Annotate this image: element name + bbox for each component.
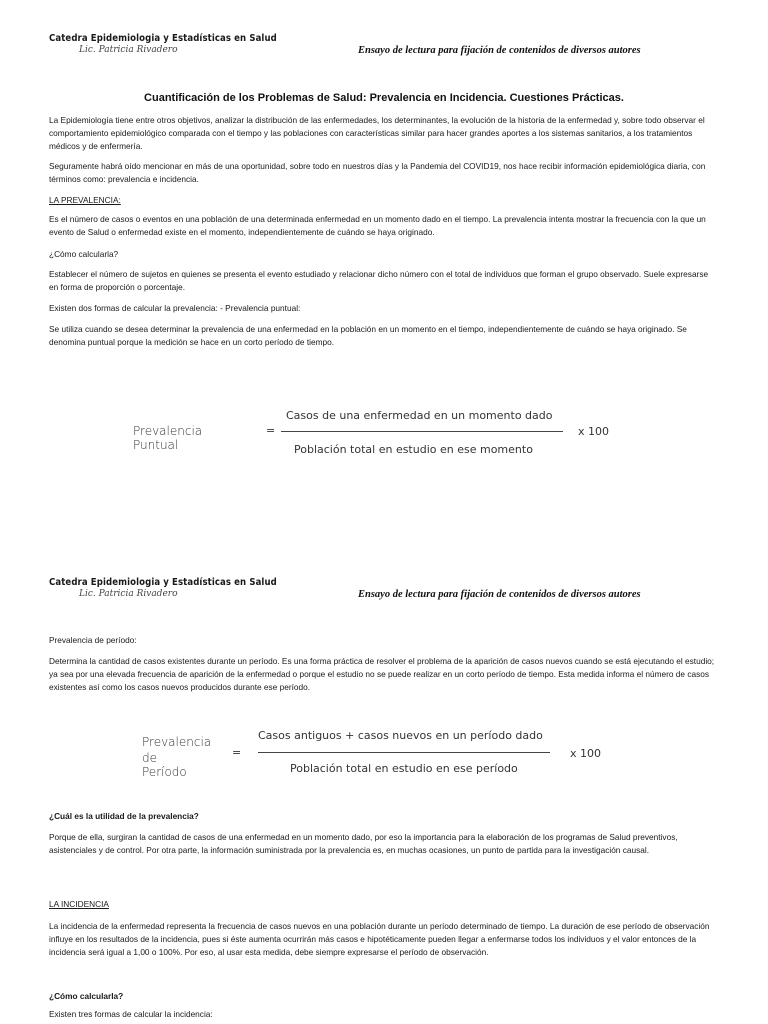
formula-multiplier: x 100 [570,747,602,760]
heading-prevalencia: LA PREVALENCIA: [49,195,121,205]
paragraph-calculo: Establecer el número de sujetos en quienes se presenta el evento estudiado y relacionar dicho número con el total de individuos que forman el grupo observado. Suele expresarse en forma de proporción o porcentaje. [49,269,709,292]
heading-incidencia: LA INCIDENCIA [49,899,109,909]
paragraph-incidencia: La incidencia de la enfermedad representa la frecuencia de casos nuevos en una población durante un período determinado de tiempo. La duración de ese período de observación influye en los resultados de la incidencia, pues si éste aumenta ocurrirán más casos e hipotéticamente pueden llegar a enfermarse todos los individuos y el valor entonces de la incidencia será igual a 1,00 o 100%. Por eso, al usar esta medida, debe siempre expresarse el período de observación. [49,921,710,957]
institution-name: Catedra Epidemiologia y Estadísticas en Salud [49,33,277,44]
question-utilidad: ¿Cuál es la utilidad de la prevalencia? [49,811,199,821]
page-header-left [49,33,277,55]
formula-label-line1: Prevalencia [142,735,212,749]
fraction-bar [258,752,550,753]
institution-name: Catedra Epidemiologia y Estadísticas en Salud [49,577,277,588]
paragraph-periodo: Determina la cantidad de casos existentes durante un período. Es una forma práctica de resolver el problema de la aparición de casos nuevos cuando se está ejecutando el estudio; ya sea por una elevada frecuencia de aparición de la enfermedad o porque el estudio no se puede realizar en un corto período de tiempo. Esta medida informa el número de casos existentes así como los casos nuevos producidos durante ese período. [49,656,715,692]
paragraph-tres-formas: Existen tres formas de calcular la incidencia: [49,1009,213,1019]
formula-denominator: Población total en estudio en ese momento [294,443,533,456]
paragraph-prevalencia-def: Es el número de casos o eventos en una población de una determinada enfermedad en un momento dado en el tiempo. La prevalencia intenta mostrar la frecuencia con la que un evento de Salud o enfermedad existe en el momento, independientemente de cuándo se haya originado. [49,214,706,237]
essay-title: Ensayo de lectura para fijación de contenidos de diversos autores [358,589,641,600]
author-name: Lic. Patricia Rivadero [79,45,178,55]
paragraph-covid: Seguramente habrá oído mencionar en más de una oportunidad, sobre todo en nuestros días y la Pandemia del COVID19, nos hace recibir información epidemiológica diaria, con términos como: prevalencia e incidencia. [49,161,706,184]
paragraph-formas: Existen dos formas de calcular la prevalencia: - Prevalencia puntual: [49,303,301,313]
document-title: Cuantificación de los Problemas de Salud: Prevalencia en Incidencia. Cuestiones Prácticas. [144,92,624,104]
fraction-bar [281,431,563,432]
formula-label-line2: de Período [142,751,187,779]
formula-equals: = [266,424,276,437]
formula-label: Prevalencia Puntual [133,424,203,452]
heading-prevalencia-periodo: Prevalencia de período: [49,635,137,645]
formula-numerator: Casos antiguos + casos nuevos en un período dado [258,729,543,742]
paragraph-puntual: Se utiliza cuando se desea determinar la prevalencia de una enfermedad en la población en un momento en el tiempo, independientemente de cuándo se haya originado. Se denomina puntual porque la medición se hace en un corto período de tiempo. [49,324,687,347]
page-header-left-2 [49,577,277,599]
formula-multiplier: x 100 [578,425,610,438]
question-como-calcularla-2: ¿Cómo calcularla? [49,991,124,1001]
formula-numerator: Casos de una enfermedad en un momento dado [286,409,553,422]
essay-title: Ensayo de lectura para fijación de contenidos de diversos autores [358,45,641,56]
paragraph-intro: La Epidemiología tiene entre otros objetivos, analizar la distribución de las enfermedades, los determinantes, la evolución de la historia de la enfermedad y, sobre todo observar el comportamiento epidemiológico comparada con el tiempo y las poblaciones con características similar para hacer grandes aportes a los sistemas sanitarios, a los tratamientos médicos y de enfermería. [49,115,705,151]
question-como-calcularla: ¿Cómo calcularla? [49,249,119,259]
paragraph-utilidad: Porque de ella, surgiran la cantidad de casos de una enfermedad en un momento dado, por eso la importancia para la elaboración de los programas de Salud preventivos, asistenciales y de control. Por otra parte, la información suministrada por la prevalencia es, en muchas ocasiones, un punto de partida para la investigación causal. [49,832,678,855]
author-name: Lic. Patricia Rivadero [79,589,178,599]
formula-denominator: Población total en estudio en ese período [290,762,518,775]
formula-equals: = [232,746,242,759]
